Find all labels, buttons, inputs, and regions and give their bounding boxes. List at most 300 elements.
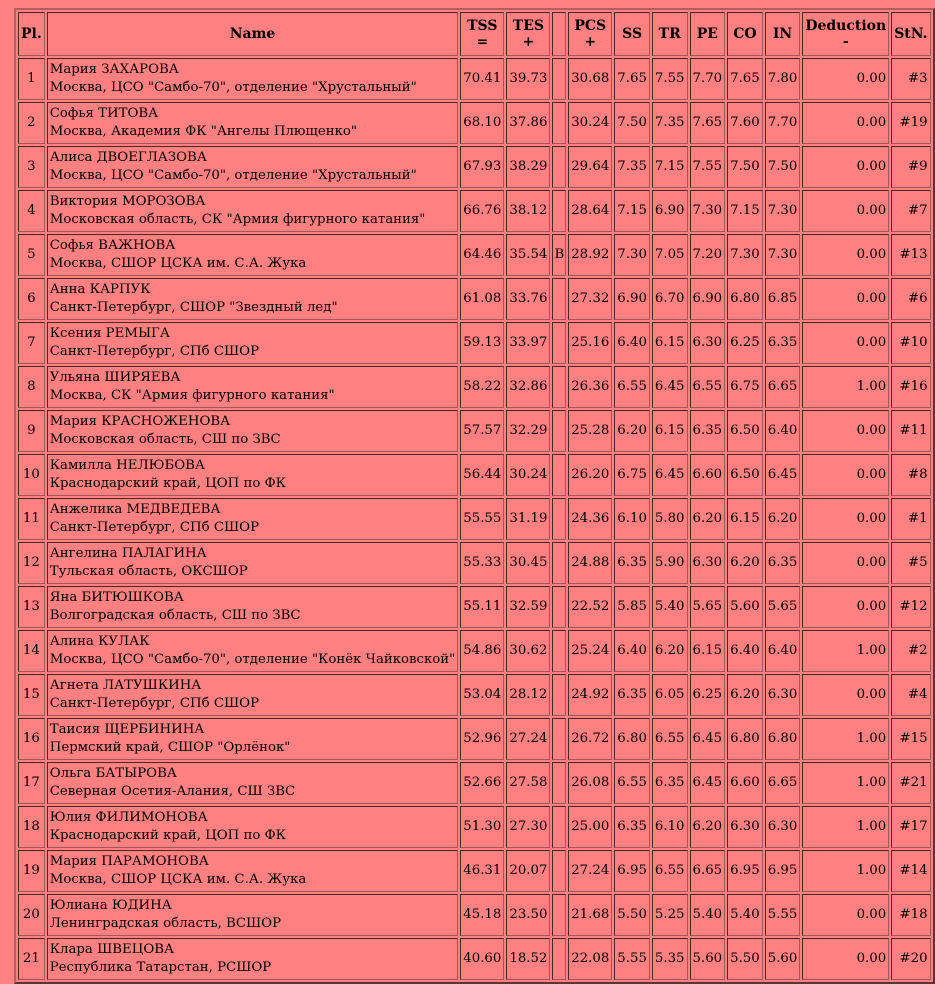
table-row xyxy=(18,322,931,364)
name-cell xyxy=(47,894,459,936)
place-cell: 18 xyxy=(18,806,45,848)
ss-cell: 6.55 xyxy=(614,366,650,408)
pcs-cell: 28.64 xyxy=(568,190,612,232)
place-cell: 1 xyxy=(18,58,45,100)
skater-club: Краснодарский край, ЦОП по ФК xyxy=(49,828,286,843)
col-pcs-label: PCS xyxy=(574,18,607,34)
table-row xyxy=(18,938,931,980)
col-deduction-label: Deduction xyxy=(805,18,887,34)
pe-cell: 6.15 xyxy=(690,630,726,672)
name-cell xyxy=(47,806,459,848)
place-cell: 14 xyxy=(18,630,45,672)
tss-cell: 68.10 xyxy=(460,102,504,144)
pe-cell: 5.40 xyxy=(690,894,726,936)
pcs-cell: 24.36 xyxy=(568,498,612,540)
table-row xyxy=(18,190,931,232)
tr-cell: 5.90 xyxy=(652,542,688,584)
place-cell: 2 xyxy=(18,102,45,144)
ss-cell: 6.20 xyxy=(614,410,650,452)
mark-cell xyxy=(552,146,566,188)
in-cell: 6.35 xyxy=(765,542,801,584)
co-cell: 6.30 xyxy=(727,806,763,848)
place-cell: 21 xyxy=(18,938,45,980)
skater-name: Анна КАРПУК xyxy=(49,282,151,297)
pe-cell: 6.60 xyxy=(690,454,726,496)
co-cell: 6.20 xyxy=(727,674,763,716)
deduction-cell: 0.00 xyxy=(802,542,889,584)
name-cell xyxy=(47,366,459,408)
skater-name: Софья ТИТОВА xyxy=(49,106,159,121)
skater-name: Алиса ДВОЕГЛАЗОВА xyxy=(49,150,207,165)
pcs-cell: 28.92 xyxy=(568,234,612,276)
results-table xyxy=(14,8,935,984)
deduction-cell: 0.00 xyxy=(802,454,889,496)
tss-cell: 61.08 xyxy=(460,278,504,320)
table-row xyxy=(18,630,931,672)
mark-cell xyxy=(552,894,566,936)
pe-cell: 5.65 xyxy=(690,586,726,628)
skater-club: Москва, СК "Армия фигурного катания" xyxy=(49,388,335,403)
table-row xyxy=(18,806,931,848)
co-cell: 6.50 xyxy=(727,454,763,496)
table-row xyxy=(18,498,931,540)
pcs-cell: 27.24 xyxy=(568,850,612,892)
pe-cell: 6.20 xyxy=(690,806,726,848)
pe-cell: 7.55 xyxy=(690,146,726,188)
skater-name: Юлиана ЮДИНА xyxy=(49,898,172,913)
pcs-cell: 26.72 xyxy=(568,718,612,760)
name-cell xyxy=(47,58,459,100)
deduction-cell: 0.00 xyxy=(802,498,889,540)
pcs-cell: 26.20 xyxy=(568,454,612,496)
deduction-cell: 0.00 xyxy=(802,586,889,628)
tes-cell: 31.19 xyxy=(506,498,550,540)
pcs-cell: 30.24 xyxy=(568,102,612,144)
start-number-cell: #17 xyxy=(891,806,930,848)
table-row xyxy=(18,146,931,188)
skater-name: Софья ВАЖНОВА xyxy=(49,238,176,253)
mark-cell xyxy=(552,454,566,496)
start-number-cell: #7 xyxy=(891,190,930,232)
co-cell: 6.20 xyxy=(727,542,763,584)
tss-cell: 55.55 xyxy=(460,498,504,540)
table-row xyxy=(18,542,931,584)
pe-cell: 6.90 xyxy=(690,278,726,320)
col-tr: TR xyxy=(652,12,688,56)
pe-cell: 6.45 xyxy=(690,762,726,804)
co-cell: 5.40 xyxy=(727,894,763,936)
ss-cell: 6.75 xyxy=(614,454,650,496)
tr-cell: 6.05 xyxy=(652,674,688,716)
ss-cell: 6.80 xyxy=(614,718,650,760)
co-cell: 6.75 xyxy=(727,366,763,408)
col-pcs-operator: + xyxy=(584,34,597,50)
name-cell xyxy=(47,718,459,760)
in-cell: 6.80 xyxy=(765,718,801,760)
mark-cell: B xyxy=(552,234,566,276)
deduction-cell: 1.00 xyxy=(802,630,889,672)
name-cell xyxy=(47,850,459,892)
pcs-cell: 26.08 xyxy=(568,762,612,804)
table-row xyxy=(18,410,931,452)
table-row xyxy=(18,234,931,276)
ss-cell: 7.35 xyxy=(614,146,650,188)
skater-name: Агнета ЛАТУШКИНА xyxy=(49,678,202,693)
name-cell xyxy=(47,498,459,540)
mark-cell xyxy=(552,850,566,892)
ss-cell: 7.15 xyxy=(614,190,650,232)
in-cell: 7.70 xyxy=(765,102,801,144)
tr-cell: 7.35 xyxy=(652,102,688,144)
tr-cell: 6.15 xyxy=(652,410,688,452)
mark-cell xyxy=(552,498,566,540)
skater-club: Санкт-Петербург, СШОР "Звездный лед" xyxy=(49,300,338,315)
skater-club: Санкт-Петербург, СПб СШОР xyxy=(49,520,260,535)
table-row xyxy=(18,366,931,408)
skater-name: Алина КУЛАК xyxy=(49,634,150,649)
tr-cell: 6.55 xyxy=(652,718,688,760)
place-cell: 5 xyxy=(18,234,45,276)
header-row xyxy=(18,12,931,56)
place-cell: 17 xyxy=(18,762,45,804)
table-row xyxy=(18,58,931,100)
tr-cell: 6.15 xyxy=(652,322,688,364)
pe-cell: 7.70 xyxy=(690,58,726,100)
tes-cell: 35.54 xyxy=(506,234,550,276)
pcs-cell: 21.68 xyxy=(568,894,612,936)
skater-club: Волгоградская область, СШ по ЗВС xyxy=(49,608,301,623)
pe-cell: 7.30 xyxy=(690,190,726,232)
col-pe: PE xyxy=(690,12,726,56)
mark-cell xyxy=(552,806,566,848)
place-cell: 19 xyxy=(18,850,45,892)
tes-cell: 38.12 xyxy=(506,190,550,232)
deduction-cell: 1.00 xyxy=(802,806,889,848)
tr-cell: 7.55 xyxy=(652,58,688,100)
tr-cell: 6.45 xyxy=(652,366,688,408)
tss-cell: 51.30 xyxy=(460,806,504,848)
in-cell: 6.30 xyxy=(765,806,801,848)
tes-cell: 38.29 xyxy=(506,146,550,188)
tss-cell: 45.18 xyxy=(460,894,504,936)
skater-club: Москва, ЦСО "Самбо-70", отделение "Конёк Чайковской" xyxy=(49,652,456,667)
co-cell: 6.15 xyxy=(727,498,763,540)
col-in: IN xyxy=(765,12,801,56)
co-cell: 7.30 xyxy=(727,234,763,276)
mark-cell xyxy=(552,542,566,584)
tes-cell: 27.24 xyxy=(506,718,550,760)
ss-cell: 7.50 xyxy=(614,102,650,144)
tss-cell: 40.60 xyxy=(460,938,504,980)
mark-cell xyxy=(552,366,566,408)
place-cell: 10 xyxy=(18,454,45,496)
skater-name: Клара ШВЕЦОВА xyxy=(49,942,175,957)
in-cell: 6.65 xyxy=(765,366,801,408)
results-body xyxy=(18,58,931,980)
deduction-cell: 0.00 xyxy=(802,278,889,320)
col-pcs xyxy=(568,12,612,56)
start-number-cell: #3 xyxy=(891,58,930,100)
tes-cell: 33.76 xyxy=(506,278,550,320)
pcs-cell: 25.24 xyxy=(568,630,612,672)
skater-name: Ангелина ПАЛАГИНА xyxy=(49,546,207,561)
place-cell: 3 xyxy=(18,146,45,188)
col-tes-operator: + xyxy=(522,34,535,50)
start-number-cell: #15 xyxy=(891,718,930,760)
tss-cell: 64.46 xyxy=(460,234,504,276)
col-pl: Pl. xyxy=(18,12,45,56)
start-number-cell: #9 xyxy=(891,146,930,188)
skater-club: Москва, СШОР ЦСКА им. С.А. Жука xyxy=(49,256,307,271)
tss-cell: 54.86 xyxy=(460,630,504,672)
co-cell: 5.60 xyxy=(727,586,763,628)
name-cell xyxy=(47,146,459,188)
mark-cell xyxy=(552,190,566,232)
start-number-cell: #8 xyxy=(891,454,930,496)
pcs-cell: 25.00 xyxy=(568,806,612,848)
co-cell: 6.80 xyxy=(727,718,763,760)
start-number-cell: #11 xyxy=(891,410,930,452)
pcs-cell: 29.64 xyxy=(568,146,612,188)
mark-cell xyxy=(552,278,566,320)
pe-cell: 6.65 xyxy=(690,850,726,892)
place-cell: 6 xyxy=(18,278,45,320)
pcs-cell: 22.08 xyxy=(568,938,612,980)
tr-cell: 6.90 xyxy=(652,190,688,232)
col-co: CO xyxy=(727,12,763,56)
mark-cell xyxy=(552,586,566,628)
co-cell: 6.80 xyxy=(727,278,763,320)
skater-name: Мария ЗАХАРОВА xyxy=(49,62,179,77)
skater-club: Санкт-Петербург, СПб СШОР xyxy=(49,696,260,711)
in-cell: 6.45 xyxy=(765,454,801,496)
name-cell xyxy=(47,410,459,452)
tss-cell: 70.41 xyxy=(460,58,504,100)
tes-cell: 30.24 xyxy=(506,454,550,496)
table-row xyxy=(18,718,931,760)
tr-cell: 6.70 xyxy=(652,278,688,320)
tes-cell: 23.50 xyxy=(506,894,550,936)
name-cell xyxy=(47,762,459,804)
tss-cell: 59.13 xyxy=(460,322,504,364)
pe-cell: 6.35 xyxy=(690,410,726,452)
deduction-cell: 0.00 xyxy=(802,938,889,980)
name-cell xyxy=(47,234,459,276)
name-cell xyxy=(47,586,459,628)
tes-cell: 27.58 xyxy=(506,762,550,804)
ss-cell: 6.35 xyxy=(614,542,650,584)
ss-cell: 7.65 xyxy=(614,58,650,100)
co-cell: 6.40 xyxy=(727,630,763,672)
in-cell: 5.55 xyxy=(765,894,801,936)
ss-cell: 6.40 xyxy=(614,630,650,672)
tr-cell: 6.10 xyxy=(652,806,688,848)
deduction-cell: 0.00 xyxy=(802,234,889,276)
place-cell: 9 xyxy=(18,410,45,452)
place-cell: 4 xyxy=(18,190,45,232)
ss-cell: 6.10 xyxy=(614,498,650,540)
table-row xyxy=(18,454,931,496)
tr-cell: 6.35 xyxy=(652,762,688,804)
in-cell: 6.40 xyxy=(765,410,801,452)
start-number-cell: #2 xyxy=(891,630,930,672)
col-stn: StN. xyxy=(891,12,930,56)
start-number-cell: #18 xyxy=(891,894,930,936)
skater-club: Северная Осетия-Алания, СШ ЗВС xyxy=(49,784,296,799)
pe-cell: 7.65 xyxy=(690,102,726,144)
in-cell: 7.30 xyxy=(765,234,801,276)
co-cell: 7.60 xyxy=(727,102,763,144)
in-cell: 6.30 xyxy=(765,674,801,716)
start-number-cell: #5 xyxy=(891,542,930,584)
deduction-cell: 0.00 xyxy=(802,322,889,364)
col-deduction xyxy=(802,12,889,56)
in-cell: 6.35 xyxy=(765,322,801,364)
in-cell: 7.30 xyxy=(765,190,801,232)
ss-cell: 6.55 xyxy=(614,762,650,804)
deduction-cell: 0.00 xyxy=(802,58,889,100)
deduction-cell: 0.00 xyxy=(802,894,889,936)
name-cell xyxy=(47,322,459,364)
tss-cell: 52.96 xyxy=(460,718,504,760)
name-cell xyxy=(47,102,459,144)
mark-cell xyxy=(552,718,566,760)
ss-cell: 6.35 xyxy=(614,674,650,716)
skater-club: Краснодарский край, ЦОП по ФК xyxy=(49,476,286,491)
col-name: Name xyxy=(47,12,459,56)
place-cell: 12 xyxy=(18,542,45,584)
skater-name: Ольга БАТЫРОВА xyxy=(49,766,177,781)
skater-club: Пермский край, СШОР "Орлёнок" xyxy=(49,740,291,755)
tss-cell: 66.76 xyxy=(460,190,504,232)
tss-cell: 57.57 xyxy=(460,410,504,452)
col-tes xyxy=(506,12,550,56)
tes-cell: 37.86 xyxy=(506,102,550,144)
pe-cell: 6.55 xyxy=(690,366,726,408)
tes-cell: 28.12 xyxy=(506,674,550,716)
start-number-cell: #4 xyxy=(891,674,930,716)
pe-cell: 6.45 xyxy=(690,718,726,760)
place-cell: 8 xyxy=(18,366,45,408)
tes-cell: 20.07 xyxy=(506,850,550,892)
start-number-cell: #13 xyxy=(891,234,930,276)
deduction-cell: 0.00 xyxy=(802,190,889,232)
in-cell: 6.85 xyxy=(765,278,801,320)
tr-cell: 7.15 xyxy=(652,146,688,188)
tes-cell: 18.52 xyxy=(506,938,550,980)
mark-cell xyxy=(552,938,566,980)
table-row xyxy=(18,278,931,320)
tr-cell: 7.05 xyxy=(652,234,688,276)
tes-cell: 32.29 xyxy=(506,410,550,452)
place-cell: 13 xyxy=(18,586,45,628)
name-cell xyxy=(47,630,459,672)
name-cell xyxy=(47,542,459,584)
pe-cell: 5.60 xyxy=(690,938,726,980)
ss-cell: 6.35 xyxy=(614,806,650,848)
pe-cell: 6.30 xyxy=(690,322,726,364)
table-row xyxy=(18,586,931,628)
start-number-cell: #10 xyxy=(891,322,930,364)
deduction-cell: 0.00 xyxy=(802,674,889,716)
skater-name: Мария КРАСНОЖЕНОВА xyxy=(49,414,231,429)
in-cell: 7.80 xyxy=(765,58,801,100)
pcs-cell: 24.88 xyxy=(568,542,612,584)
deduction-cell: 1.00 xyxy=(802,718,889,760)
start-number-cell: #21 xyxy=(891,762,930,804)
name-cell xyxy=(47,938,459,980)
skater-name: Мария ПАРАМОНОВА xyxy=(49,854,209,869)
place-cell: 20 xyxy=(18,894,45,936)
tr-cell: 6.55 xyxy=(652,850,688,892)
start-number-cell: #1 xyxy=(891,498,930,540)
place-cell: 11 xyxy=(18,498,45,540)
tr-cell: 5.40 xyxy=(652,586,688,628)
table-row xyxy=(18,102,931,144)
tes-cell: 33.97 xyxy=(506,322,550,364)
start-number-cell: #6 xyxy=(891,278,930,320)
col-tss xyxy=(460,12,504,56)
co-cell: 6.50 xyxy=(727,410,763,452)
in-cell: 6.65 xyxy=(765,762,801,804)
name-cell xyxy=(47,674,459,716)
mark-cell xyxy=(552,762,566,804)
tr-cell: 6.45 xyxy=(652,454,688,496)
skater-club: Московская область, СШ по ЗВС xyxy=(49,432,281,447)
tss-cell: 52.66 xyxy=(460,762,504,804)
tes-cell: 32.86 xyxy=(506,366,550,408)
skater-name: Ксения РЕМЫГА xyxy=(49,326,170,341)
deduction-cell: 1.00 xyxy=(802,762,889,804)
skater-club: Санкт-Петербург, СПб СШОР xyxy=(49,344,260,359)
tss-cell: 56.44 xyxy=(460,454,504,496)
skater-club: Москва, ЦСО "Самбо-70", отделение "Хрустальный" xyxy=(49,168,417,183)
ss-cell: 6.90 xyxy=(614,278,650,320)
ss-cell: 6.40 xyxy=(614,322,650,364)
skater-name: Виктория МОРОЗОВА xyxy=(49,194,206,209)
mark-cell xyxy=(552,58,566,100)
place-cell: 16 xyxy=(18,718,45,760)
start-number-cell: #19 xyxy=(891,102,930,144)
pcs-cell: 22.52 xyxy=(568,586,612,628)
pcs-cell: 26.36 xyxy=(568,366,612,408)
tes-cell: 32.59 xyxy=(506,586,550,628)
ss-cell: 5.85 xyxy=(614,586,650,628)
col-deduction-operator: - xyxy=(842,34,849,50)
pe-cell: 6.25 xyxy=(690,674,726,716)
tss-cell: 46.31 xyxy=(460,850,504,892)
skater-club: Тульская область, ОКСШОР xyxy=(49,564,248,579)
ss-cell: 6.95 xyxy=(614,850,650,892)
in-cell: 5.65 xyxy=(765,586,801,628)
tss-cell: 55.33 xyxy=(460,542,504,584)
pcs-cell: 25.16 xyxy=(568,322,612,364)
skater-club: Московская область, СК "Армия фигурного катания" xyxy=(49,212,426,227)
skater-club: Москва, СШОР ЦСКА им. С.А. Жука xyxy=(49,872,307,887)
deduction-cell: 1.00 xyxy=(802,850,889,892)
tr-cell: 5.80 xyxy=(652,498,688,540)
pe-cell: 6.30 xyxy=(690,542,726,584)
pcs-cell: 30.68 xyxy=(568,58,612,100)
pe-cell: 7.20 xyxy=(690,234,726,276)
place-cell: 15 xyxy=(18,674,45,716)
co-cell: 6.95 xyxy=(727,850,763,892)
tes-cell: 30.45 xyxy=(506,542,550,584)
tes-cell: 27.30 xyxy=(506,806,550,848)
tr-cell: 6.20 xyxy=(652,630,688,672)
mark-cell xyxy=(552,674,566,716)
table-row xyxy=(18,674,931,716)
